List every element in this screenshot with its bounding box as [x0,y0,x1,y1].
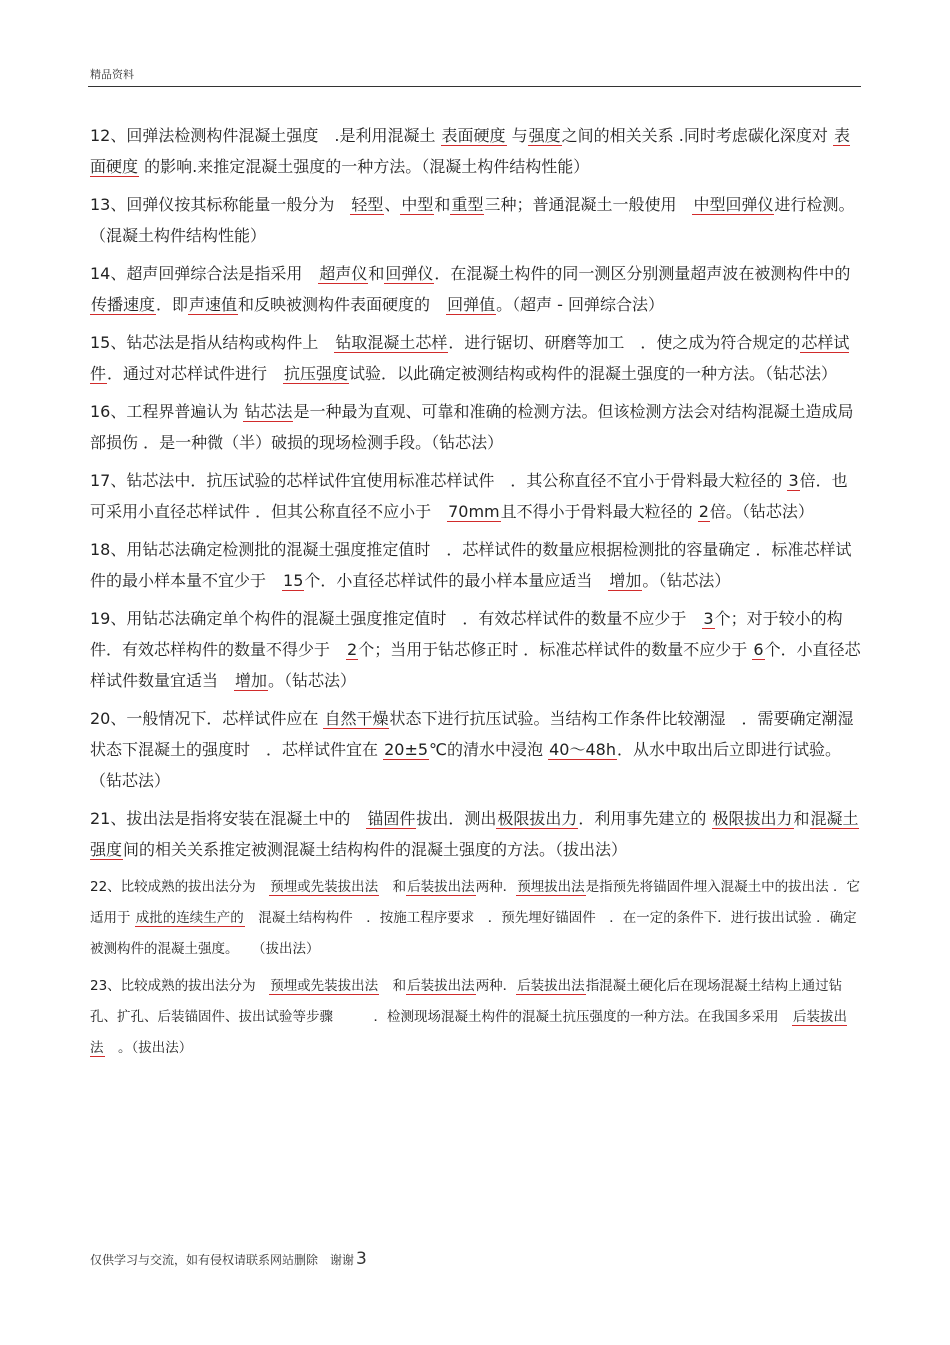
answer-blank: 轻型 [351,195,384,214]
question-text: 混凝土结构构件 ．按施工程序要求 ．预先埋好锚固件 ．在一定的条件下．进行拔出试验 ．确定被测构件的混凝土强度。 （拔出法） [90,910,857,957]
question-text: 拔出．测出 [416,809,497,828]
answer-blank: 传播速度 [91,295,156,314]
answer-blank: 极限拔出力 [497,809,578,828]
answer-blank: 回弹值 [447,295,496,314]
question-text: 指混凝土硬化后在现场混凝土结构上通过钻孔、扩孔、后装锚固件、拔出试验等步骤 ．检测现场混凝土构件的混凝土抗压强度的一种方法。在我国多采用 [90,978,843,1025]
question-text: 两种． [475,879,517,895]
question-15 [90,327,862,389]
question-18 [90,534,862,596]
question-text: 。（钻芯法） [642,571,731,590]
question-list [90,120,862,1070]
question-22 [90,872,862,965]
question-17 [90,465,862,527]
answer-blank: 钻取混凝土芯样 [335,333,448,352]
answer-blank: 2 [347,640,358,659]
answer-blank: 锚固件 [367,809,416,828]
question-text: 20、一般情况下．芯样试件应在 [90,709,324,728]
page-header: 精品资料 [90,68,134,81]
question-text: ．从水中取出后立即进行试验。（钻芯法） [90,740,841,790]
question-text: 的影响.来推定混凝土强度的一种方法。（混凝土构件结构性能） [139,157,590,176]
answer-blank: 混凝土强度 [90,809,859,859]
answer-blank: 强度 [528,126,561,145]
question-12 [90,120,862,182]
question-text: 、 [384,195,401,214]
page-footer [90,1249,367,1269]
question-text: 是一种最为直观、可靠和准确的检测方法。但该检测方法会对结构混凝土造成局部损伤 ．是一种微（半）破损的现场检测手段。（钻芯法） [90,402,854,452]
question-text: 。（拔出法） [104,1040,193,1056]
question-text: 和 [368,264,385,283]
question-text: 15、钻芯法是指从结构或构件上 [90,333,335,352]
answer-blank: 40～48h [549,740,616,759]
answer-blank: 后装拔出法 [407,879,475,895]
question-text: ．在混凝土构件的同一测区分别测量超声波在被测构件中的 [434,264,851,283]
question-text: 个；当用于钻芯修正时 ．标准芯样试件的数量不应少于 [358,640,753,659]
answer-blank: 表面硬度 [441,126,506,145]
answer-blank: 声速值 [189,295,238,314]
question-text: 23、比较成熟的拔出法分为 [90,978,270,994]
question-text: ．即 [156,295,189,314]
question-text: 19、用钻芯法确定单个构件的混凝土强度推定值时 ．有效芯样试件的数量不应少于 [90,609,703,628]
question-text: 之间的相关关系 .同时考虑碳化深度对 [561,126,833,145]
answer-blank: 中型 [401,195,434,214]
question-text: ．利用事先建立的 [578,809,712,828]
question-text: ℃的清水中浸泡 [429,740,549,759]
page-number: 3 [356,1249,367,1269]
answer-blank: 成批的连续生产的 [135,910,244,926]
question-text: 试验．以此确定被测结构或构件的混凝土强度的一种方法。（钻芯法） [349,364,838,383]
question-text: 16、工程界普遍认为 [90,402,244,421]
answer-blank: 极限拔出力 [712,809,793,828]
question-text: 个．小直径芯样试件数量宜适当 [90,640,861,690]
question-text: 三种；普通混凝土一般使用 [484,195,693,214]
answer-blank: 3 [703,609,714,628]
answer-blank: 3 [788,471,799,490]
question-text: 13、回弹仪按其标称能量一般分为 [90,195,351,214]
answer-blank: 15 [283,571,304,590]
question-text: 和反映被测构件表面硬度的 [238,295,447,314]
answer-blank: 预埋或先装拔出法 [270,879,379,895]
question-text: 。（钻芯法） [268,671,357,690]
question-text: 21、拔出法是指将安装在混凝土中的 [90,809,367,828]
question-20 [90,703,862,796]
answer-blank: 抗压强度 [284,364,349,383]
question-text: 18、用钻芯法确定检测批的混凝土强度推定值时 ．芯样试件的数量应根据检测批的容量确定 ．标准芯样试件的最小样本量不宜少于 [90,540,852,590]
question-text: 和 [793,809,810,828]
question-13 [90,189,862,251]
question-text: 两种． [475,978,517,994]
question-text: 17、钻芯法中．抗压试验的芯样试件宜使用标准芯样试件 ．其公称直径不宜小于骨料最大粒径的 [90,471,788,490]
header-rule [88,86,861,87]
answer-blank: 增加 [235,671,268,690]
question-text: 14、超声回弹综合法是指采用 [90,264,319,283]
question-23 [90,971,862,1064]
answer-blank: 芯样试件 [90,333,850,383]
question-text: 和 [434,195,451,214]
question-text: 倍．也可采用小直径芯样试件 ．但其公称直径不应小于 [90,471,848,521]
answer-blank: 超声仪 [319,264,368,283]
answer-blank: 70mm [448,502,500,521]
question-text: 是指预先将锚固件埋入混凝土中的拔出法 ．它适用于 [90,879,860,926]
answer-blank: 增加 [609,571,642,590]
answer-blank: 2 [698,502,709,521]
answer-blank: 后装拔出法 [517,978,585,994]
question-21 [90,803,862,865]
question-19 [90,603,862,696]
answer-blank: 回弹仪 [385,264,434,283]
question-text: 个．小直径芯样试件的最小样本量应适当 [304,571,609,590]
question-text: 和 [379,879,407,895]
question-text: 个；对于较小的构件．有效芯样构件的数量不得少于 [90,609,843,659]
answer-blank: 表面硬度 [90,126,850,176]
answer-blank: 预埋拔出法 [517,879,585,895]
question-text: 进行检测。（混凝土构件结构性能） [90,195,855,245]
answer-blank: 20±5 [384,740,429,759]
question-text: 间的相关关系推定被测混凝土结构构件的混凝土强度的方法。（拔出法） [123,840,628,859]
answer-blank: 预埋或先装拔出法 [270,978,379,994]
question-text: 22、比较成熟的拔出法分为 [90,879,270,895]
answer-blank: 中型回弹仪 [693,195,774,214]
footer-note: 仅供学习与交流，如有侵权请联系网站删除 谢谢 [90,1253,355,1267]
question-text: ．通过对芯样试件进行 [107,364,284,383]
question-text: 。（超声 - 回弹综合法） [496,295,665,314]
question-text: 与 [506,126,528,145]
answer-blank: 自然干燥 [324,709,389,728]
answer-blank: 后装拔出法 [90,1009,847,1056]
question-14 [90,258,862,320]
question-text: 12、回弹法检测构件混凝土强度 .是利用混凝土 [90,126,441,145]
question-text: 状态下进行抗压试验。当结构工作条件比较潮湿 ．需要确定潮湿状态下混凝土的强度时 ．芯样试件宜在 [90,709,854,759]
question-text: ．进行锯切、研磨等加工 ．使之成为符合规定的 [448,333,801,352]
question-text: 倍。（钻芯法） [709,502,814,521]
answer-blank: 钻芯法 [244,402,293,421]
answer-blank: 重型 [451,195,484,214]
question-text: 且不得小于骨料最大粒径的 [500,502,698,521]
answer-blank: 后装拔出法 [407,978,475,994]
question-text: 和 [379,978,407,994]
answer-blank: 6 [753,640,764,659]
question-16 [90,396,862,458]
